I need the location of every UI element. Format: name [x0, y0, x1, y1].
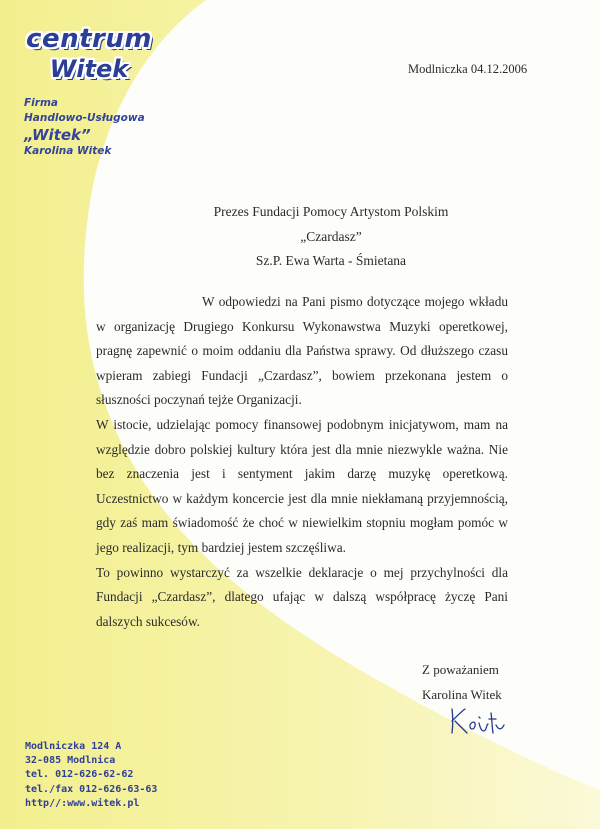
letter-date: Modlniczka 04.12.2006	[408, 62, 528, 76]
company-type: Firma	[24, 97, 58, 109]
body-paragraph: To powinno wystarczyć za wszelkie deklaracje o mej przychylności dla Fundacji „Czardasz”, dlatego ufając w dalszą współpracę życzę Pani dalszych sukcesów.	[96, 564, 508, 629]
centrum-witek-logo	[14, 24, 164, 90]
body-paragraph: W odpowiedzi na Pani pismo dotyczące mojego wkładu w organizację Drugiego Konkursu Wykonawstwa Muzyki operetkowej, pragnę zapewnić o moim oddaniu dla Państwa sprawy. Od dłuższego czasu wpieram zabiegi Fundacji „Czardasz”, bowiem przekonana jestem o słuszności poczynań tejże Organizacji.	[96, 294, 508, 408]
footer-website: http//:www.witek.pl	[25, 797, 140, 809]
footer-fax: tel./fax 012-626-63-63	[25, 783, 158, 795]
company-owner: Karolina Witek	[24, 145, 112, 157]
company-info	[24, 96, 184, 159]
addressee-line: Prezes Fundacji Pomocy Artystom Polskim	[213, 204, 449, 219]
body-paragraph: W istocie, udzielając pomocy finansowej podobnym inicjatywom, mam na względzie dobro polskiej kultury która jest dla mnie niezwykle ważna. Nie bez znaczenia jest i sentyment jakim darzę muzykę operetkową. Uczestnictwo w każdym koncercie jest dla mnie niekłamaną przyjemnością, gdy zaś mam świadomość że choć w niewielkim stopniu mogłam pomóc w jego realizacji, tym bardziej jestem szczęśliwa.	[96, 416, 508, 555]
footer-address: Modlniczka 124 A	[25, 741, 122, 752]
addressee-line: „Czardasz”	[300, 228, 362, 244]
contact-footer	[25, 740, 195, 811]
addressee-line: Sz.P. Ewa Warta - Śmietana	[255, 253, 407, 268]
addressee-block	[200, 200, 462, 274]
footer-postal: 32-085 Modlnica	[25, 755, 116, 767]
footer-phone: tel. 012-626-62-62	[25, 769, 134, 781]
letter-body	[96, 290, 508, 634]
company-name: „Witek”	[24, 126, 91, 144]
company-type-detail: Handlowo-Usługowa	[24, 112, 145, 124]
handwritten-signature	[446, 703, 510, 737]
closing-block	[422, 657, 562, 707]
logo-word-centrum: centrum	[26, 24, 152, 54]
closing-salutation: Z poważaniem	[422, 662, 499, 677]
closing-name: Karolina Witek	[422, 687, 502, 702]
logo-word-witek: Witek	[49, 55, 129, 83]
